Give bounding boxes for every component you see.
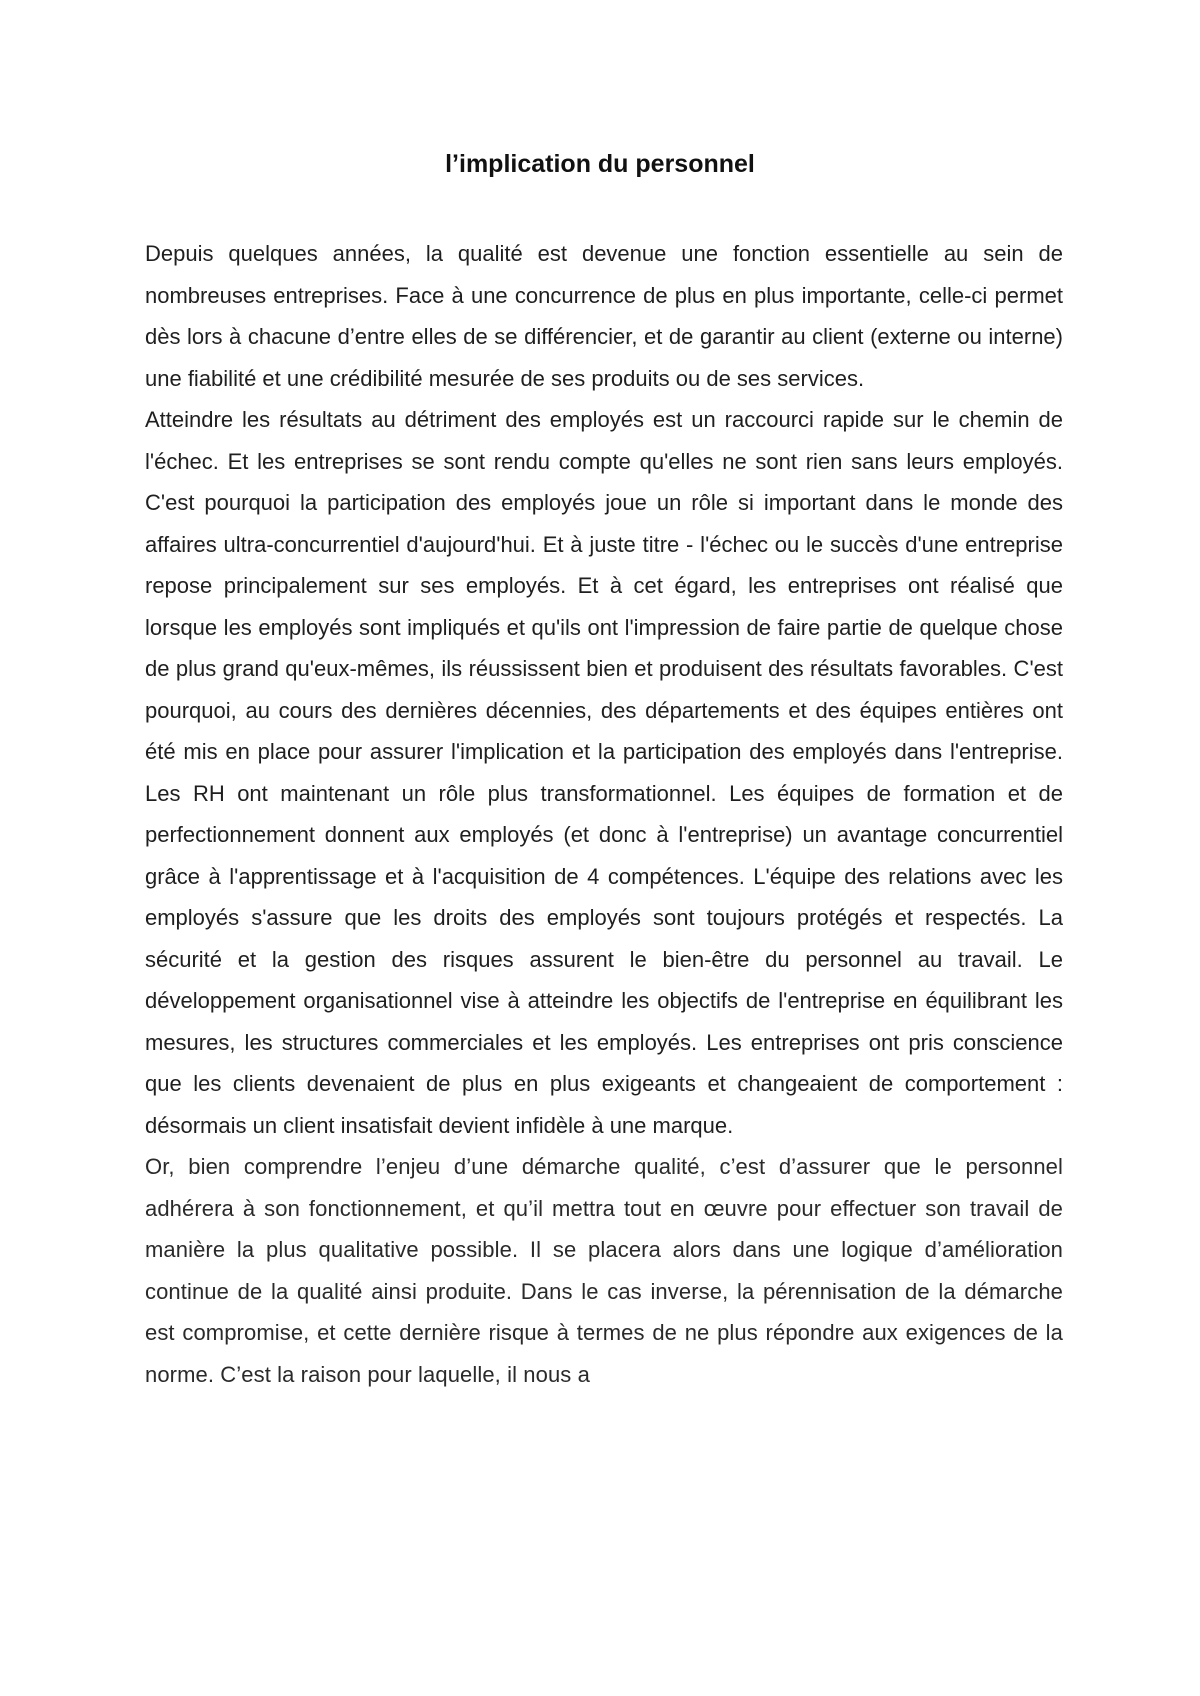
paragraph-intro: Depuis quelques années, la qualité est devenue une fonction essentielle au sein de nombreuses entreprises. Face à une concurrence de plus en plus importante, celle-ci permet dès lors à chacune d’entre elles de se différencier, et de garantir au client (externe ou interne) une fiabilité et une crédibilité mesurée de ses produits ou de ses services.	[145, 241, 1063, 391]
paragraph-employee-involvement: Atteindre les résultats au détriment des employés est un raccourci rapide sur le chemin de l'échec. Et les entreprises se sont rendu compte qu'elles ne sont rien sans leurs employés. C'est pourquoi la participation des employés joue un rôle si important dans le monde des affaires ultra-concurrentiel d'aujourd'hui. Et à juste titre - l'échec ou le succès d'une entreprise repose principalement sur ses employés. Et à cet égard, les entreprises ont réalisé que lorsque les employés sont impliqués et qu'ils ont l'impression de faire partie de quelque chose de plus grand qu'eux-mêmes, ils réussissent bien et produisent des résultats favorables. C'est pourquoi, au cours des dernières décennies, des départements et des équipes entières ont été mis en place pour assurer l'implication et la participation des employés dans l'entreprise. Les RH ont maintenant un rôle plus transformationnel. Les équipes de formation et de perfectionnement donnent aux employés (et donc à l'entreprise) un avantage concurrentiel grâce à l'apprentissage et à l'acquisition de 4 compétences. L'équipe des relations avec les employés s'assure que les droits des employés sont toujours protégés et respectés. La sécurité et la gestion des risques assurent le bien-être du personnel au travail. Le développement organisationnel vise à atteindre les objectifs de l'entreprise en équilibrant les mesures, les structures commerciales et les employés. Les entreprises ont pris conscience que les clients devenaient de plus en plus exigeants et changeaient de comportement : désormais un client insatisfait devient infidèle à une marque.	[145, 407, 1063, 1138]
document-body	[145, 233, 1063, 1395]
document-title: l’implication du personnel	[445, 150, 755, 178]
paragraph-quality-approach: Or, bien comprendre l’enjeu d’une démarche qualité, c’est d’assurer que le personnel adhérera à son fonctionnement, et qu’il mettra tout en œuvre pour effectuer son travail de manière la plus qualitative possible. Il se placera alors dans une logique d’amélioration continue de la qualité ainsi produite. Dans le cas inverse, la pérennisation de la démarche est compromise, et cette dernière risque à termes de ne plus répondre aux exigences de la norme. C’est la raison pour laquelle, il nous a	[145, 1154, 1063, 1387]
